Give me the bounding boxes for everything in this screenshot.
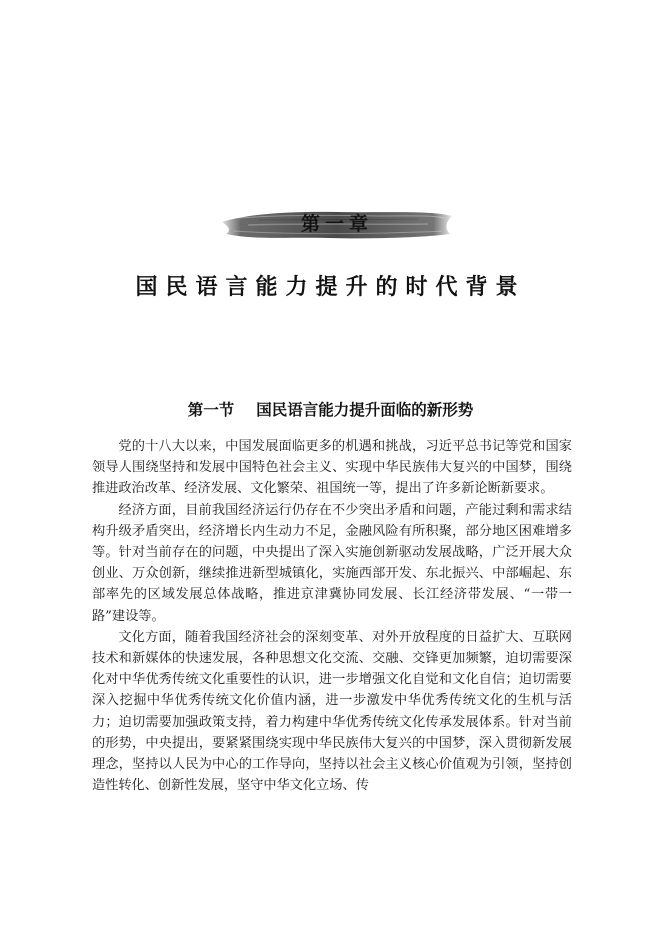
paragraph: 党的十八大以来，中国发展面临更多的机遇和挑战，习近平总书记等党和国家领导人围绕坚持和发展中国特色社会主义、实现中华民族伟大复兴的中国梦，围绕推进政治改革、经济发展、文化繁荣、祖国统一等，提出了许多新论断新要求。 [92,439,572,497]
chapter-banner [218,198,456,250]
paragraph: 文化方面，随着我国经济社会的深刻变革、对外开放程度的日益扩大、互联网技术和新媒体的快速发展，各种思想文化交流、交融、交锋更加频繁，迫切需要深化对中华优秀传统文化重要性的认识，进一步增强文化自觉和文化自信；迫切需要深入挖掘中华优秀传统文化价值内涵，进一步激发中华优秀传统文化的生机与活力；迫切需要加强政策支持，着力构建中华优秀传统文化传承发展体系。针对当前的形势，中央提出，要紧紧围绕实现中华民族伟大复兴的中国梦，深入贯彻新发展理念，坚持以人民为中心的工作导向，坚持以社会主义核心价值观为引领，坚持创造性转化、创新性发展，坚守中华文化立场、传 [92,629,572,794]
paragraph: 经济方面，目前我国经济运行仍存在不少突出矛盾和问题，产能过剩和需求结构升级矛盾突出，经济增长内生动力不足，金融风险有所积聚，部分地区困难增多等。针对当前存在的问题，中央提出了深入实施创新驱动发展战略，广泛开展大众创业、万众创新，继续推进新型城镇化，实施西部开发、东北振兴、中部崛起、东部率先的区域发展总体战略，推进京津冀协同发展、长江经济带发展、“一带一路”建设等。 [92,502,572,624]
chapter-title: 国民语言能力提升的时代背景 [135,275,526,300]
section-heading [0,398,661,420]
section-number: 第一节 [187,401,235,419]
section-title: 国民语言能力提升面临的新形势 [256,401,474,419]
chapter-label: 第一章 [300,213,373,235]
body-text [92,436,572,796]
